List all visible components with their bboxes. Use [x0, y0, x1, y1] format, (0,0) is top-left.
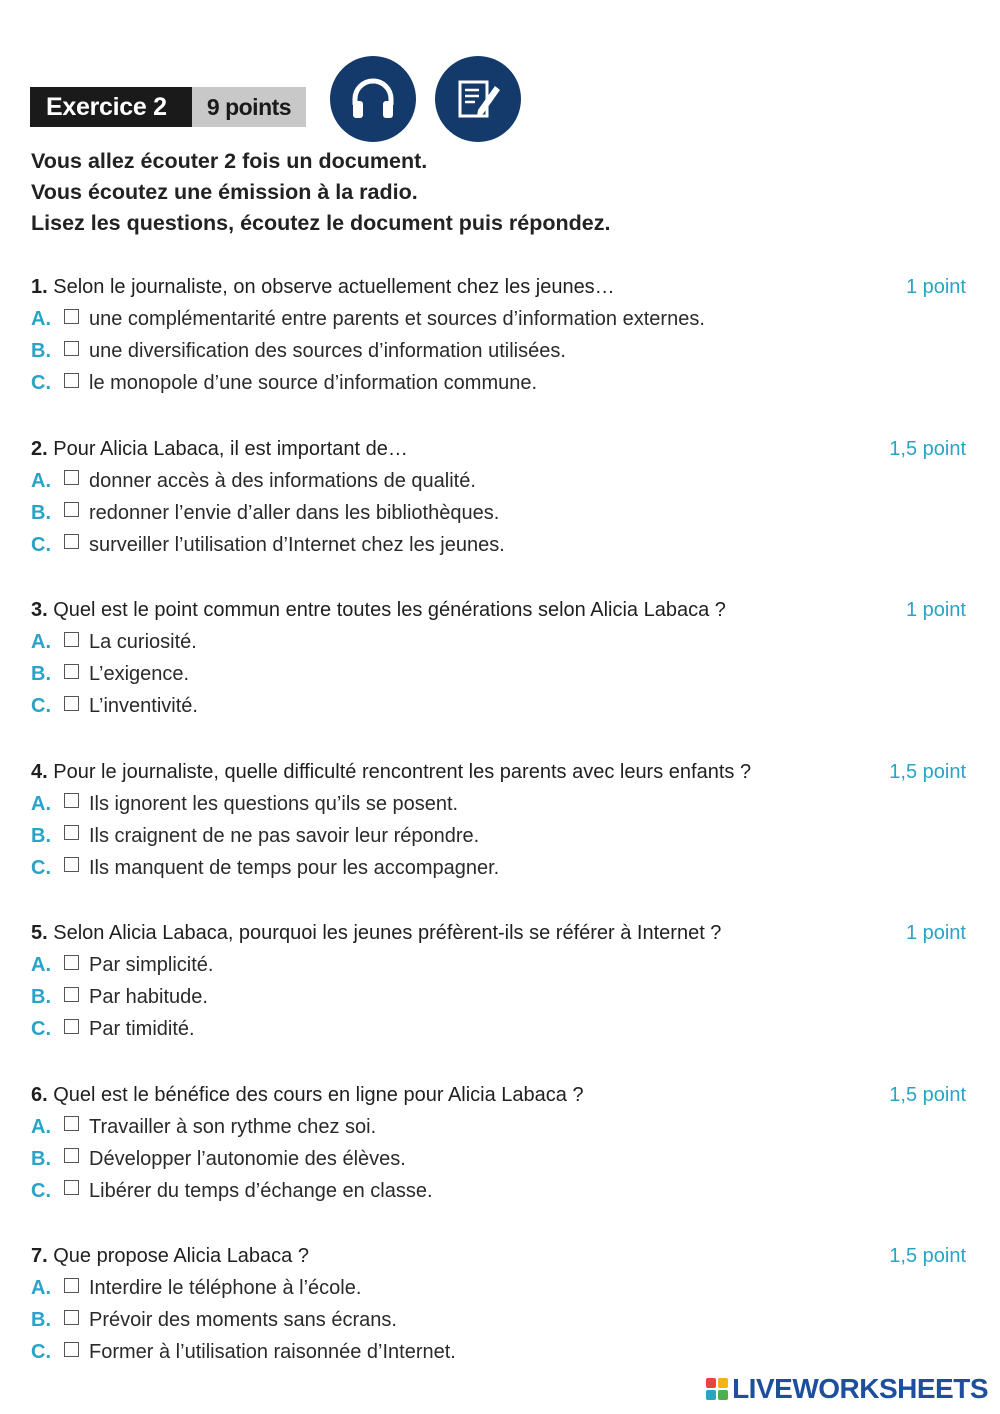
- option-letter: A.: [31, 469, 51, 492]
- instructions: [31, 146, 931, 239]
- logo-square: [718, 1390, 728, 1400]
- option-text: Développer l’autonomie des élèves.: [89, 1147, 406, 1170]
- option-text: L’exigence.: [89, 663, 190, 685]
- question-number: 5.: [31, 922, 48, 944]
- question-text: Selon le journaliste, on observe actuellement chez les jeunes…: [53, 276, 615, 298]
- answer-option[interactable]: [31, 788, 966, 820]
- answer-option[interactable]: [31, 981, 966, 1013]
- option-letter: C.: [31, 1179, 51, 1202]
- checkbox[interactable]: [64, 825, 79, 840]
- answer-option[interactable]: [31, 335, 966, 367]
- exercise-header: [30, 56, 550, 146]
- question-number: 7.: [31, 1245, 48, 1267]
- question-text: Pour le journaliste, quelle difficulté rencontrent les parents avec leurs enfants ?: [53, 760, 752, 783]
- option-text: une diversification des sources d’information utilisées.: [89, 340, 566, 362]
- question-1: [31, 272, 966, 434]
- checkbox[interactable]: [64, 793, 79, 808]
- option-text: La curiosité.: [89, 631, 197, 653]
- answer-option[interactable]: [31, 529, 966, 561]
- checkbox[interactable]: [64, 373, 79, 388]
- question-number: 6.: [31, 1083, 48, 1106]
- option-text: une complémentarité entre parents et sources d’information externes.: [89, 308, 705, 330]
- question-points: 1,5 point: [889, 437, 966, 460]
- question-number: 1.: [31, 276, 48, 298]
- answer-option[interactable]: [31, 465, 966, 497]
- logo-square: [718, 1378, 728, 1388]
- headphones-icon: [330, 56, 416, 142]
- checkbox[interactable]: [64, 1116, 79, 1131]
- option-text: Par simplicité.: [89, 954, 214, 976]
- option-letter: C.: [31, 1018, 51, 1040]
- option-letter: A.: [31, 308, 51, 330]
- checkbox[interactable]: [64, 955, 79, 970]
- option-letter: B.: [31, 501, 51, 524]
- question-points: 1 point: [905, 276, 966, 298]
- option-letter: C.: [31, 533, 51, 556]
- option-letter: A.: [31, 1115, 51, 1138]
- checkbox[interactable]: [64, 1180, 79, 1195]
- answer-option[interactable]: [31, 1175, 966, 1207]
- instruction-line: Vous allez écouter 2 fois un document.: [31, 149, 428, 173]
- checkbox[interactable]: [64, 632, 79, 647]
- option-text: Travailler à son rythme chez soi.: [89, 1115, 377, 1138]
- question-points: 1 point: [905, 922, 966, 944]
- option-text: donner accès à des informations de qualité.: [89, 469, 476, 492]
- checkbox[interactable]: [64, 502, 79, 517]
- checkbox[interactable]: [64, 534, 79, 549]
- option-text: Interdire le téléphone à l’école.: [89, 1277, 362, 1299]
- logo-square: [706, 1390, 716, 1400]
- logo-square: [706, 1378, 716, 1388]
- question-points: 1,5 point: [889, 1245, 966, 1267]
- option-letter: C.: [31, 695, 51, 717]
- option-letter: A.: [31, 631, 51, 653]
- checkbox[interactable]: [64, 987, 79, 1002]
- answer-option[interactable]: [31, 1143, 966, 1175]
- question-text: Pour Alicia Labaca, il est important de…: [53, 437, 408, 460]
- instruction-line: Vous écoutez une émission à la radio.: [31, 180, 418, 204]
- checkbox[interactable]: [64, 309, 79, 324]
- option-letter: B.: [31, 1309, 51, 1331]
- option-letter: C.: [31, 372, 51, 394]
- question-4: [31, 757, 966, 919]
- question-list: [31, 272, 966, 1403]
- answer-option[interactable]: [31, 949, 966, 981]
- option-text: Par timidité.: [89, 1018, 195, 1040]
- option-text: Ils manquent de temps pour les accompagner.: [89, 856, 500, 879]
- question-points: 1 point: [905, 599, 966, 621]
- option-text: Former à l’utilisation raisonnée d’Internet.: [89, 1341, 456, 1363]
- question-6: [31, 1080, 966, 1242]
- option-text: Prévoir des moments sans écrans.: [89, 1309, 397, 1331]
- option-letter: A.: [31, 1277, 51, 1299]
- option-text: redonner l’envie d’aller dans les bibliothèques.: [89, 501, 500, 524]
- question-number: 4.: [31, 760, 48, 783]
- answer-option[interactable]: [31, 690, 966, 722]
- option-text: Libérer du temps d’échange en classe.: [89, 1179, 433, 1202]
- option-letter: B.: [31, 663, 51, 685]
- answer-option[interactable]: [31, 303, 966, 335]
- checkbox[interactable]: [64, 696, 79, 711]
- option-letter: B.: [31, 824, 51, 847]
- brand-name: LIVEWORKSHEETS: [732, 1373, 988, 1404]
- answer-option[interactable]: [31, 852, 966, 884]
- question-text: Que propose Alicia Labaca ?: [53, 1245, 309, 1267]
- option-text: Ils craignent de ne pas savoir leur répondre.: [89, 824, 480, 847]
- option-text: Ils ignorent les questions qu’ils se posent.: [89, 792, 459, 815]
- checkbox[interactable]: [64, 1019, 79, 1034]
- option-letter: A.: [31, 954, 51, 976]
- question-text: Quel est le bénéfice des cours en ligne pour Alicia Labaca ?: [53, 1083, 584, 1106]
- answer-option[interactable]: [31, 1111, 966, 1143]
- answer-option[interactable]: [31, 1272, 966, 1304]
- answer-option[interactable]: [31, 820, 966, 852]
- option-text: Par habitude.: [89, 986, 208, 1008]
- option-text: L’inventivité.: [89, 695, 198, 717]
- option-letter: A.: [31, 792, 51, 815]
- question-points: 1,5 point: [889, 760, 966, 783]
- question-number: 2.: [31, 437, 48, 460]
- exercise-points: 9 points: [192, 87, 306, 127]
- question-text: Quel est le point commun entre toutes les générations selon Alicia Labaca ?: [53, 599, 726, 621]
- answer-option[interactable]: [31, 1013, 966, 1045]
- option-text: le monopole d’une source d’information commune.: [89, 372, 538, 394]
- option-letter: B.: [31, 1147, 51, 1170]
- question-number: 3.: [31, 599, 48, 621]
- question-text: Selon Alicia Labaca, pourquoi les jeunes préfèrent-ils se référer à Internet ?: [53, 922, 722, 944]
- option-letter: B.: [31, 986, 51, 1008]
- answer-option[interactable]: [31, 626, 966, 658]
- question-3: [31, 595, 966, 757]
- checkbox[interactable]: [64, 1148, 79, 1163]
- logo-mark-icon: [706, 1378, 728, 1400]
- question-points: 1,5 point: [889, 1083, 966, 1106]
- liveworksheets-logo: [706, 1374, 988, 1404]
- checkbox[interactable]: [64, 1278, 79, 1293]
- question-2: [31, 434, 966, 596]
- checkbox[interactable]: [64, 341, 79, 356]
- edit-document-icon: [435, 56, 521, 142]
- instruction-line: Lisez les questions, écoutez le document puis répondez.: [31, 211, 611, 235]
- option-letter: C.: [31, 1341, 51, 1363]
- answer-option[interactable]: [31, 1304, 966, 1336]
- answer-option[interactable]: [31, 1336, 966, 1368]
- checkbox[interactable]: [64, 470, 79, 485]
- checkbox[interactable]: [64, 1310, 79, 1325]
- checkbox[interactable]: [64, 664, 79, 679]
- exercise-title: Exercice 2: [30, 87, 192, 127]
- option-text: surveiller l’utilisation d’Internet chez les jeunes.: [89, 533, 505, 556]
- question-5: [31, 918, 966, 1080]
- answer-option[interactable]: [31, 658, 966, 690]
- option-letter: B.: [31, 340, 51, 362]
- checkbox[interactable]: [64, 857, 79, 872]
- option-letter: C.: [31, 856, 51, 879]
- answer-option[interactable]: [31, 367, 966, 399]
- checkbox[interactable]: [64, 1342, 79, 1357]
- answer-option[interactable]: [31, 497, 966, 529]
